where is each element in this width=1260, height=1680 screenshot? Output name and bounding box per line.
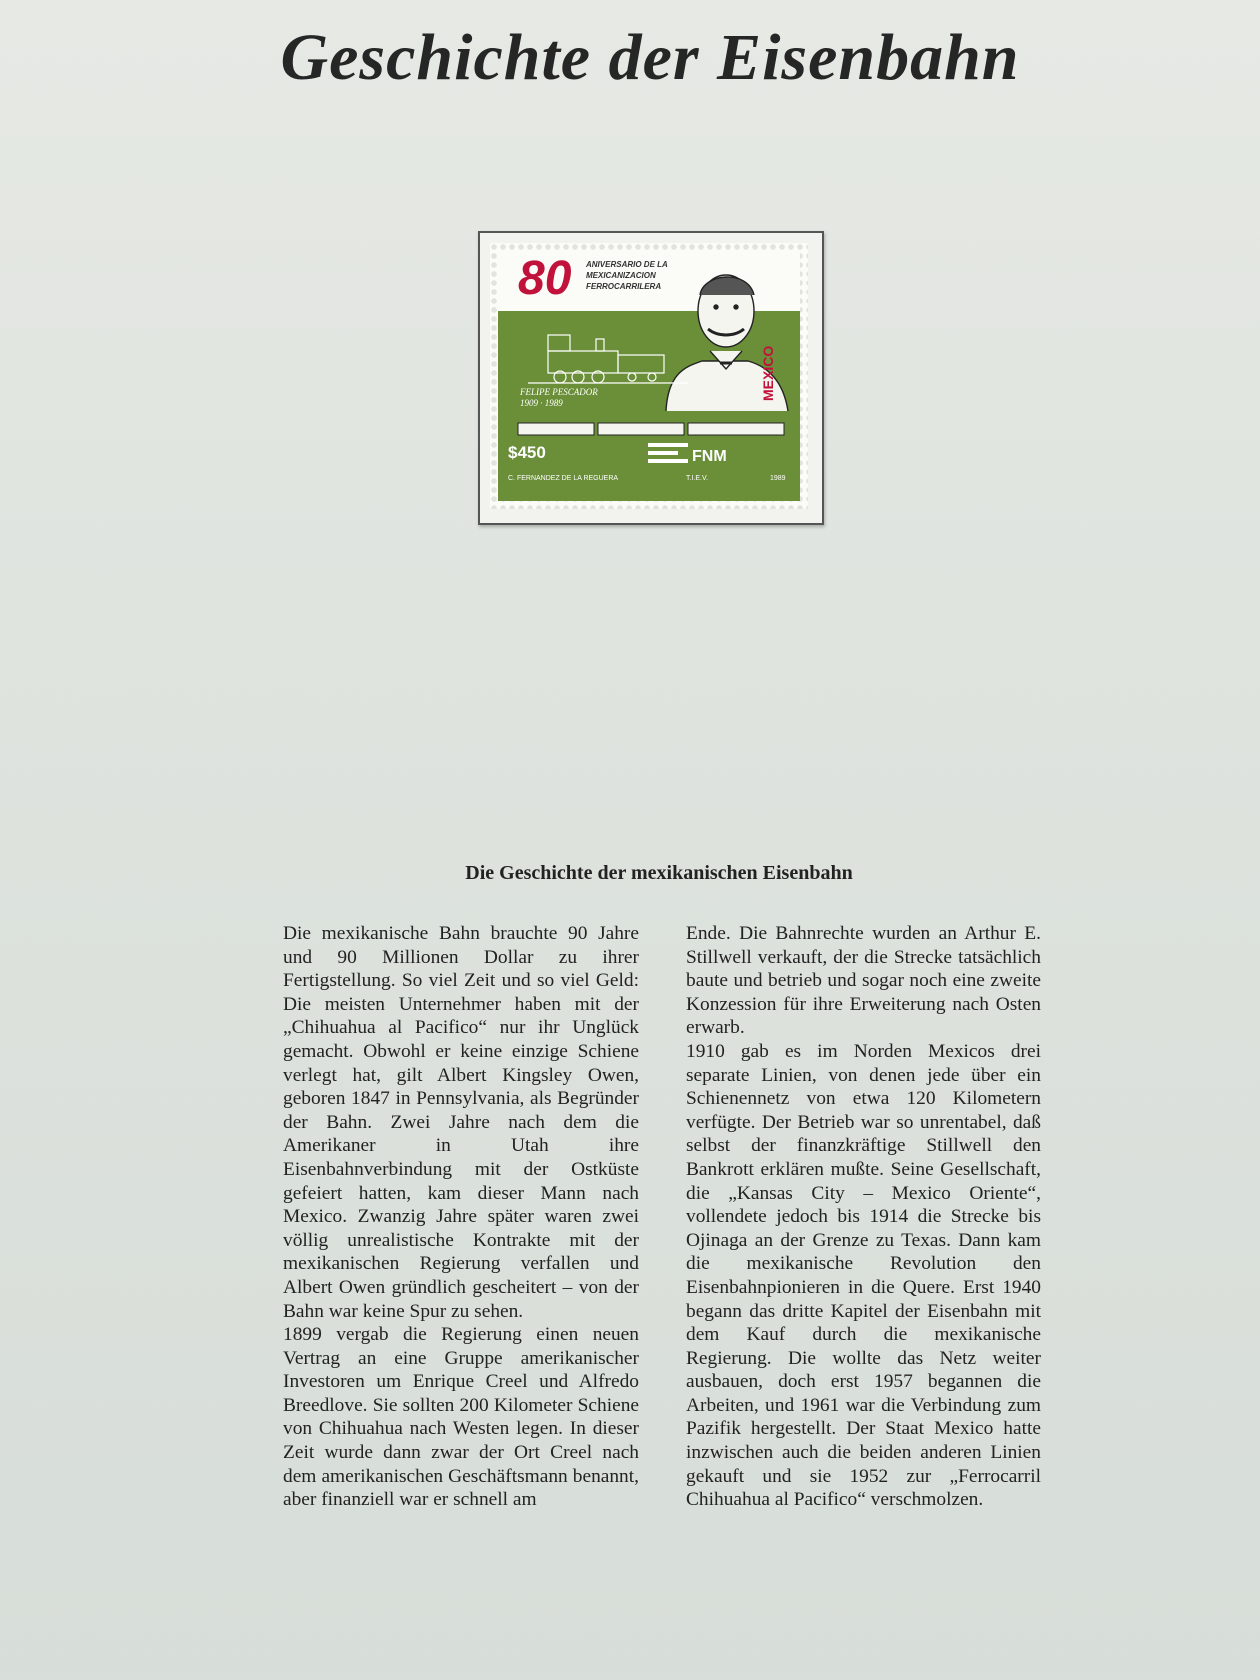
article-column-left [283,922,639,1512]
stamp-heading-line: MEXICANIZACION [586,271,656,280]
stamp-design [498,251,800,501]
stamp-heading [586,259,696,292]
stamp-heading-line: FERROCARRILERA [586,282,662,291]
stamp-mount [478,231,824,525]
fnm-logo-icon [648,443,727,465]
stamp-face-value: $450 [508,443,546,462]
article-paragraph: Die mexikanische Bahn brauchte 90 Jahre und 90 Millionen Dollar zu ihrer Fertigstellung. So viel Zeit und so viel Geld: Die meisten Unternehmer haben mit der „Chihuahua al Pacifico“ nur ihr Unglück gemacht. Obwohl er keine einzige Schiene verlegt hat, gilt Albert Kingsley Owen, geboren 1847 in Pennsylvania, als Begründer der Bahn. Zwei Jahre nach dem die Amerikaner in Utah ihre Eisenbahnverbindung mit der Ostküste gefeiert hatten, kam dieser Mann nach Mexico. Zwanzig Jahre später waren zwei völlig unrealistische Kontrakte mit der mexikanischen Regierung verfallen und Albert Owen gründlich gescheitert – von der Bahn war keine Spur zu sehen. [283,923,639,1322]
section-heading: Die Geschichte der mexikanischen Eisenbahn [465,862,853,884]
stamp-year: 1989 [770,475,786,482]
modern-train-icon [518,423,784,435]
stamp-portrait-caption [520,387,598,409]
postage-stamp [490,243,808,509]
article-paragraph: Ende. Die Bahnrechte wurden an Arthur E. Stillwell verkauft, der die Strecke tatsächlich baute und betrieb und sogar noch eine zweite Konzession für ihre Erweiterung nach Osten erwarb. [686,923,1041,1039]
stamp-heading-line: ANIVERSARIO DE LA [586,260,668,269]
article-paragraph: 1910 gab es im Norden Mexicos drei separate Linien, von denen jede über ein Schienennetz von etwa 120 Kilometern verfügte. Der Betrieb war so unrentabel, daß selbst der finanzkräftige Stillwell den Bankrott erklären mußte. Seine Gesellschaft, die „Kansas City – Mexico Oriente“, vollendete jedoch bis 1914 die Strecke bis Ojinaga an der Grenze zu Texas. Dann kam die mexikanische Revolution den Eisenbahnpionieren in die Quere. Erst 1940 begann das dritte Kapitel der Eisenbahn mit dem Kauf durch die mexikanische Regierung. Die wollte das Netz weiter ausbauen, doch erst 1957 begannen die Arbeiten, und 1961 war die Verbindung zum Pazifik hergestellt. Der Staat Mexico hatte inzwischen auch die beiden anderen Linien gekauft und sie 1952 zur „Ferrocarril Chihuahua al Pacifico“ verschmolzen. [686,1040,1041,1511]
stamp-person-name: FELIPE PESCADOR [520,387,598,397]
stamp-anniversary-number: 80 [518,252,572,305]
locomotive-icon [528,335,688,383]
fnm-logo-text: FNM [692,448,727,465]
page-title: Geschichte der Eisenbahn [280,21,1020,94]
article-paragraph: 1899 vergab die Regierung einen neuen Vertrag an eine Gruppe amerikanischer Investoren um Enrique Creel und Alfredo Breedlove. Sie sollten 200 Kilometer Schiene von Chihuahua nach Westen legen. In dieser Zeit wurde dann zwar der Ort Creel nach dem amerikanischen Geschäftsmann benannt, aber finanziell war er schnell am [283,1324,639,1511]
article-column-right [686,922,1041,1512]
stamp-designer: C. FERNANDEZ DE LA REGUERA [508,475,619,482]
stamp-country: MEXICO [760,345,776,401]
stamp-person-years: 1909 · 1989 [520,398,563,408]
stamp-printer: T.I.E.V. [686,475,708,482]
